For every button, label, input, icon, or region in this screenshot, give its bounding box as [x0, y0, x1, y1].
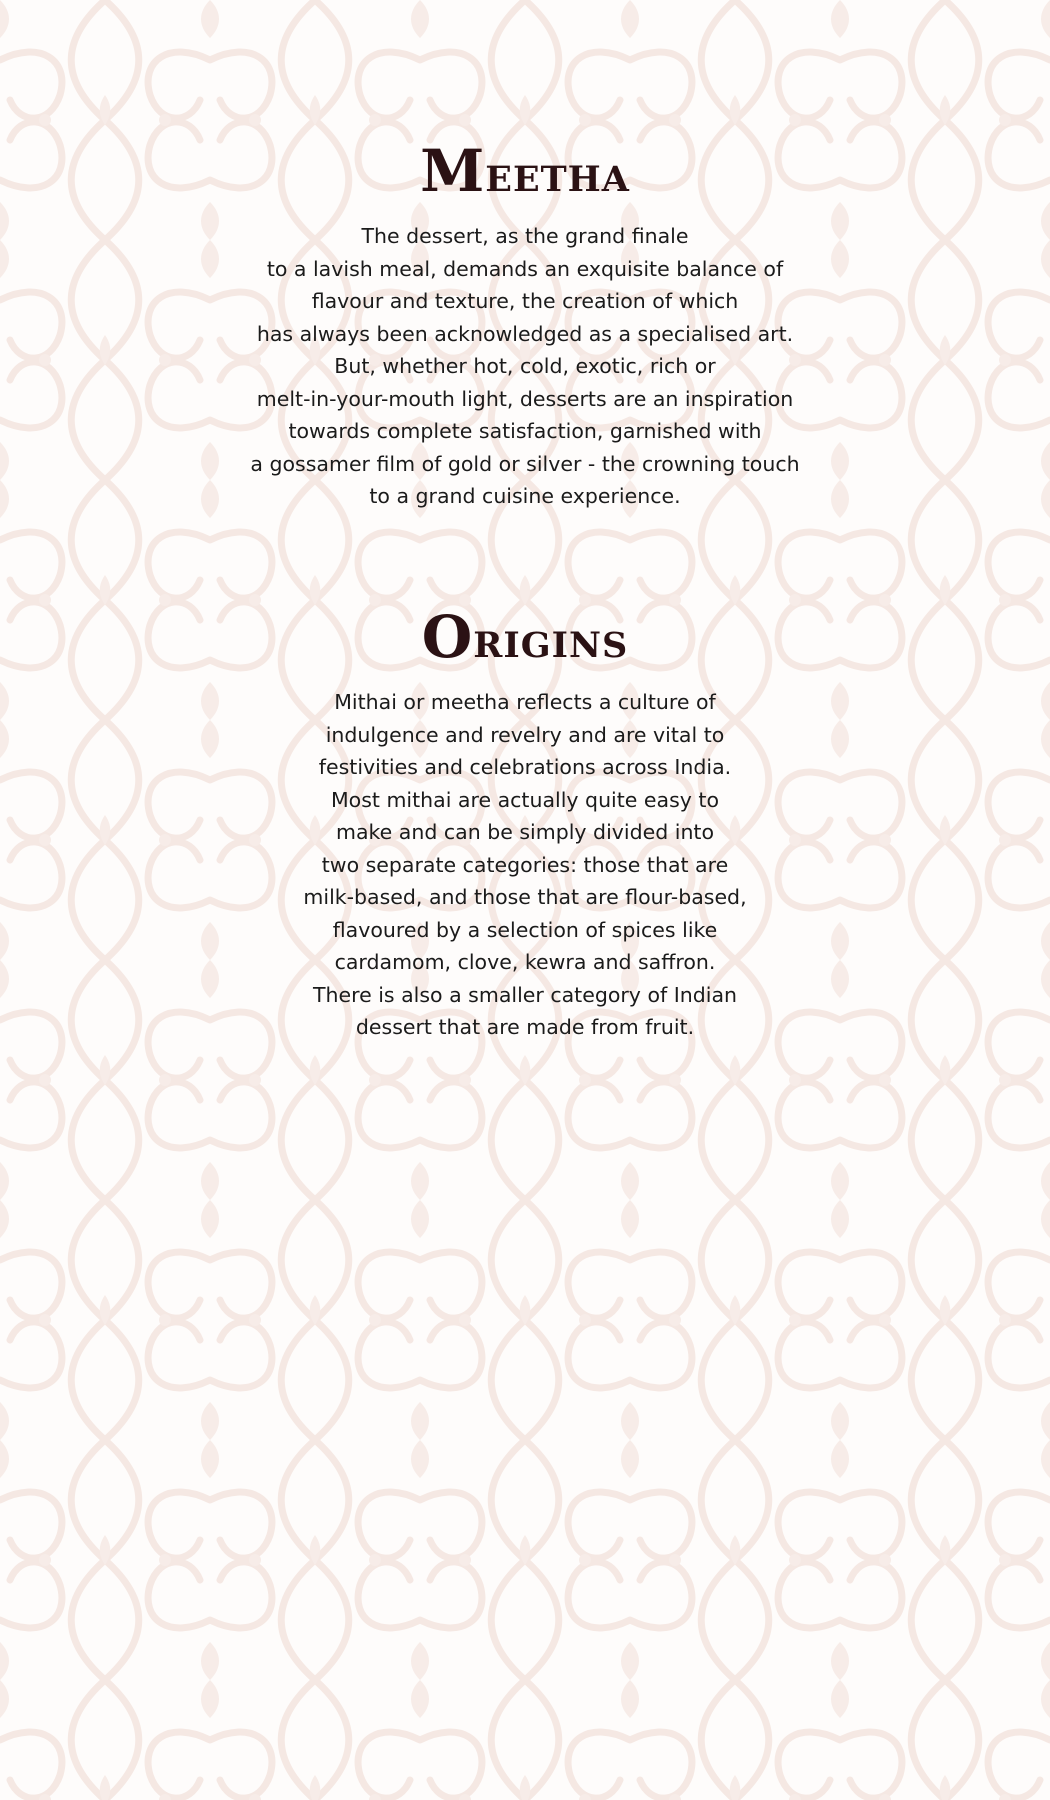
- meetha-line: a gossamer film of gold or silver - the crowning touch: [250, 451, 800, 476]
- origins-line: milk-based, and those that are flour-based,: [303, 885, 747, 909]
- meetha-section: [0, 137, 1050, 513]
- meetha-line: flavour and texture, the creation of which: [311, 289, 739, 313]
- origins-line: dessert that are made from fruit.: [355, 1015, 695, 1039]
- origins-line: There is also a smaller category of Indian: [312, 982, 738, 1007]
- origins-heading: Origins: [421, 603, 629, 671]
- meetha-line: to a lavish meal, demands an exquisite balance of: [266, 256, 784, 281]
- origins-line: two separate categories: those that are: [321, 852, 729, 877]
- origins-line: flavoured by a selection of spices like: [332, 917, 718, 942]
- origins-line: make and can be simply divided into: [335, 820, 715, 844]
- meetha-heading: Meetha: [420, 137, 630, 205]
- origins-line: indulgence and revelry and are vital to: [325, 722, 725, 747]
- meetha-line: towards complete satisfaction, garnished with: [288, 419, 762, 443]
- meetha-line: to a grand cuisine experience.: [369, 484, 681, 508]
- origins-section: [0, 603, 1050, 1044]
- meetha-line: has always been acknowledged as a specialised art.: [256, 321, 794, 346]
- origins-line: Most mithai are actually quite easy to: [330, 787, 720, 812]
- meetha-line: But, whether hot, cold, exotic, rich or: [334, 354, 716, 378]
- origins-line: cardamom, clove, kewra and saffron.: [334, 950, 716, 974]
- origins-description: [0, 686, 1050, 1044]
- origins-line: festivities and celebrations across India.: [318, 755, 732, 779]
- meetha-description: [0, 220, 1050, 513]
- meetha-line: The dessert, as the grand finale: [361, 224, 689, 248]
- meetha-line: melt-in-your-mouth light, desserts are an inspiration: [256, 386, 794, 411]
- origins-line: Mithai or meetha reflects a culture of: [334, 690, 716, 714]
